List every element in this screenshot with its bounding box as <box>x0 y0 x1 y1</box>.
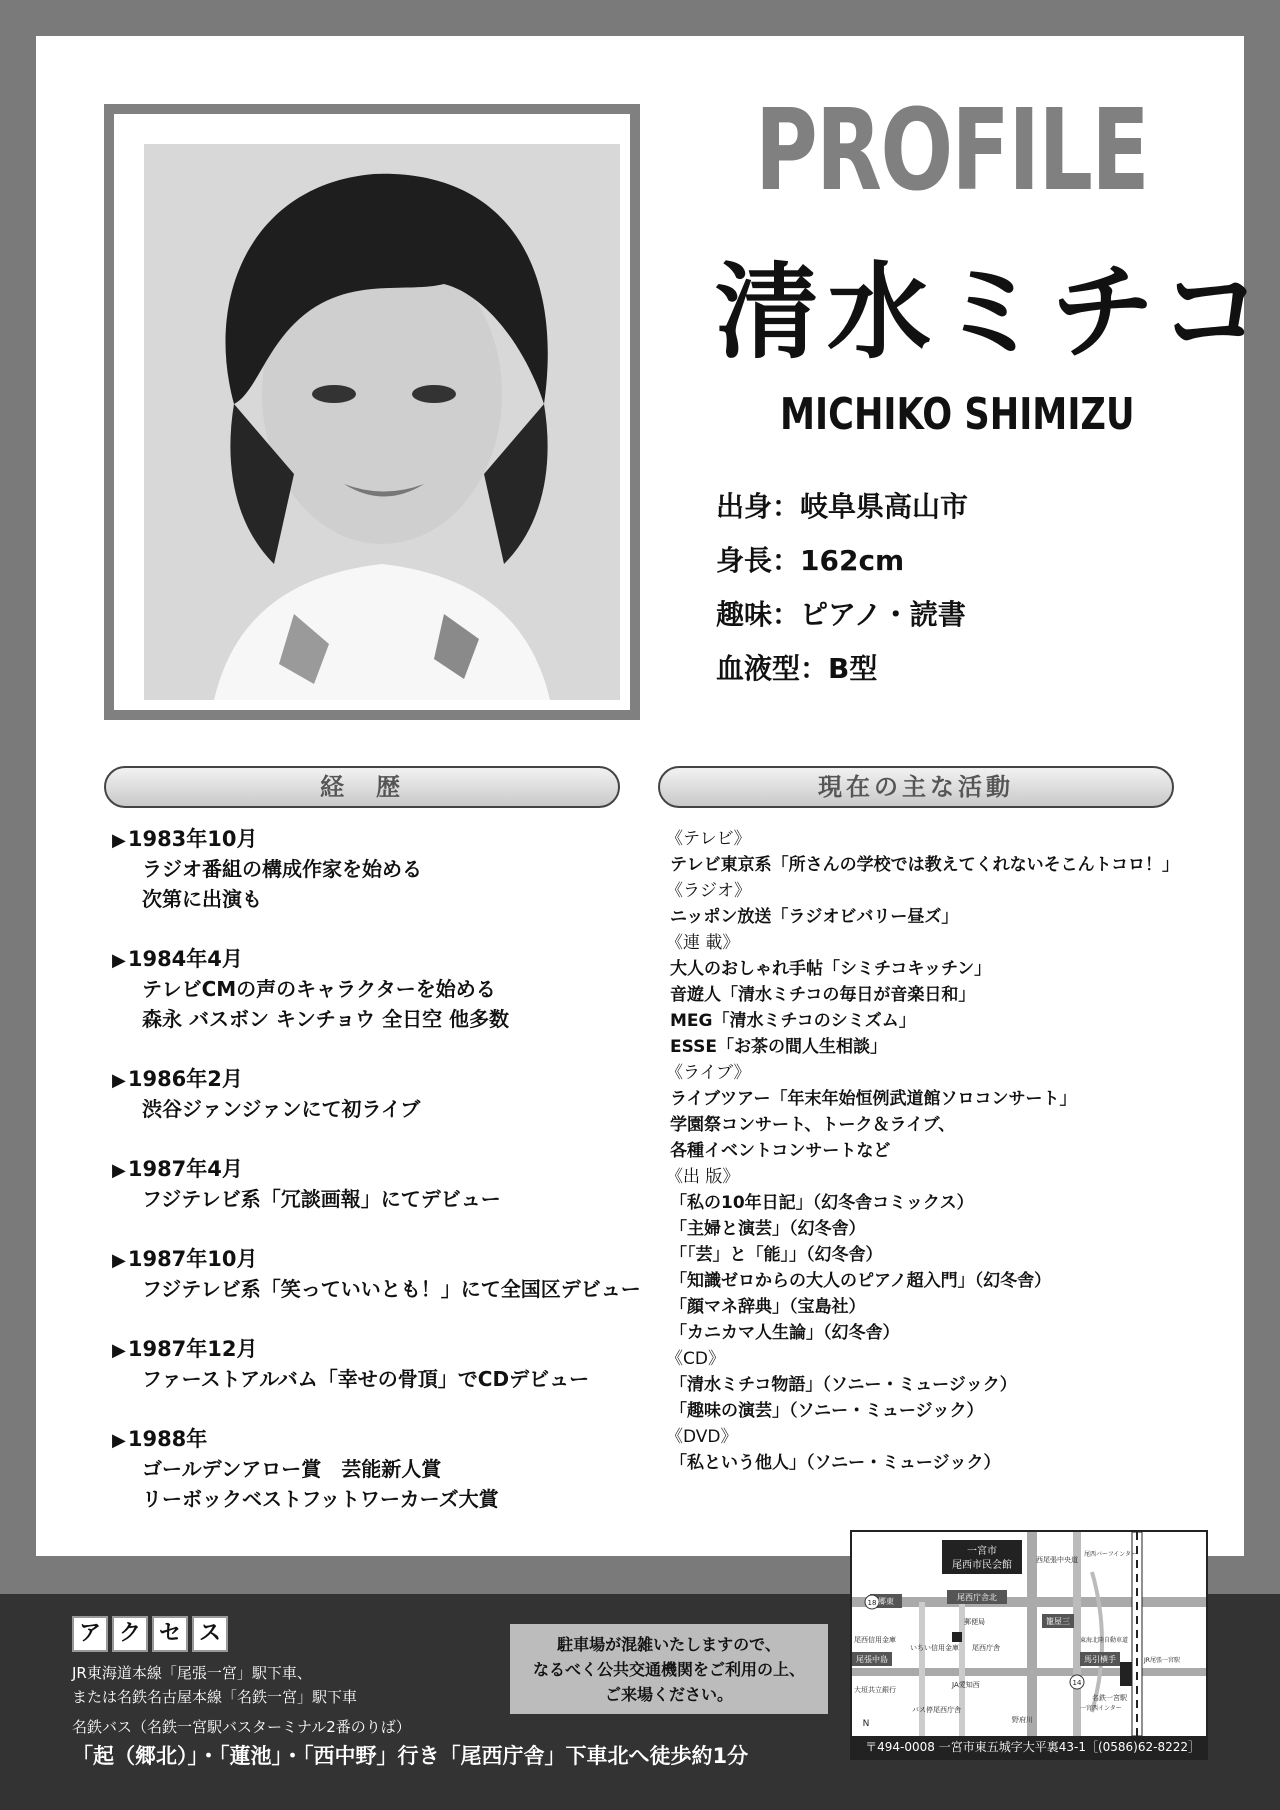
fact-height: 身長：162cm <box>716 544 905 577</box>
map-label: 郷東 <box>878 1597 894 1606</box>
career-line: 次第に出演も <box>142 887 262 911</box>
career-line: フジテレビ系「笑っていいとも！」にて全国区デビュー <box>142 1277 641 1301</box>
triangle-bullet-icon: ▶ <box>112 950 126 971</box>
career-list <box>112 824 652 1544</box>
access-bus-route: 「起（郷北）」・「蓮池」・「西中野」行き「尾西庁舎」下車北へ徒歩約1分 <box>72 1744 749 1768</box>
fact-blood-type: 血液型：B型 <box>716 652 878 685</box>
career-line: 渋谷ジァンジァンにて初ライブ <box>142 1097 421 1121</box>
career-item <box>112 1424 652 1514</box>
activity-line: 「趣味の演芸」（ソニー・ミュージック） <box>670 1401 984 1421</box>
map-label: 一宮西インター <box>1080 1705 1122 1712</box>
access-jr: JR東海道本線「尾張一宮」駅下車、 <box>72 1664 312 1682</box>
activity-line: ニッポン放送「ラジオビバリー昼ズ」 <box>670 907 959 927</box>
triangle-bullet-icon: ▶ <box>112 1430 126 1451</box>
map-label: 尾西バーフインター <box>1084 1551 1137 1558</box>
portrait-frame <box>104 104 640 720</box>
route-14-icon: 14 <box>1072 1679 1082 1687</box>
career-date: 1987年12月 <box>127 1337 258 1361</box>
activity-line: 「「芸」と「能」」（幻冬舎） <box>670 1245 883 1265</box>
activity-line: テレビ東京系「所さんの学校では教えてくれないそこんトコロ！」 <box>670 855 1179 875</box>
route-18-icon: 18 <box>867 1599 877 1607</box>
map-label: 尾張中島 <box>856 1655 888 1664</box>
activity-category-publishing: 《出 版》 <box>666 1167 740 1187</box>
profile-heading: PROFILE <box>755 86 1149 216</box>
map-label: いちい信用金庫 <box>910 1644 959 1652</box>
career-item <box>112 944 652 1034</box>
activity-category-cd: 《CD》 <box>666 1349 725 1369</box>
career-item <box>112 1154 652 1214</box>
activity-line: 学園祭コンサート、トーク＆ライブ、 <box>670 1115 956 1135</box>
map-venue-line2: 尾西市民会館 <box>952 1560 1012 1571</box>
career-date: 1983年10月 <box>127 827 258 851</box>
activity-line: 「顔マネ辞典」（宝島社） <box>670 1297 866 1317</box>
activity-category-serial: 《連 載》 <box>666 933 740 953</box>
activity-line: ESSE「お茶の間人生相談」 <box>670 1037 887 1057</box>
career-header: 経 歴 <box>104 766 620 808</box>
triangle-bullet-icon: ▶ <box>112 830 126 851</box>
activities-list <box>666 826 1226 1476</box>
activity-line: 「私の10年日記」（幻冬舎コミックス） <box>670 1193 974 1213</box>
name-japanese: 清水ミチコ <box>715 251 1271 373</box>
fact-birthplace: 出身：岐阜県高山市 <box>716 490 969 523</box>
activity-line: MEG「清水ミチコのシミズム」 <box>670 1011 916 1031</box>
activity-category-live: 《ライブ》 <box>666 1063 751 1083</box>
venue-address: 〒494-0008 一宮市東五城字大平裏43-1［(0586)62-8222］ <box>852 1736 1206 1758</box>
map-label: 郵便局 <box>964 1618 985 1626</box>
map-label: 尾西信用金庫 <box>854 1636 896 1644</box>
career-item <box>112 1244 652 1304</box>
portrait-photo <box>144 144 620 700</box>
map-label: 名鉄一宮駅 <box>1092 1694 1127 1702</box>
activity-line: 各種イベントコンサートなど <box>670 1141 891 1161</box>
career-item <box>112 1334 652 1394</box>
activity-line: 「知識ゼロからの大人のピアノ超入門」（幻冬舎） <box>670 1271 1052 1291</box>
access-meitetsu: または名鉄名古屋本線「名鉄一宮」駅下車 <box>72 1688 358 1706</box>
access-bus: 名鉄バス（名鉄一宮駅バスターミナル2番のりば） <box>72 1718 411 1736</box>
map-label: 尾西庁舎北 <box>957 1593 997 1602</box>
map-label: バス停尾西庁舎 <box>912 1706 961 1714</box>
map-label: JR尾張一宮駅 <box>1144 1657 1180 1664</box>
career-date: 1984年4月 <box>127 947 243 971</box>
map-label: 馬引横手 <box>1084 1655 1116 1664</box>
profile-facts <box>716 480 968 696</box>
map-venue-line1: 一宮市 <box>967 1546 997 1557</box>
activity-category-radio: 《ラジオ》 <box>666 881 751 901</box>
career-line: 森永 バスボン キンチョウ 全日空 他多数 <box>142 1007 510 1031</box>
activity-line: 「主婦と演芸」（幻冬舎） <box>670 1219 866 1239</box>
activity-line: 「カニカマ人生論」（幻冬舎） <box>670 1323 900 1343</box>
activity-line: ライブツアー「年末年始恒例武道館ソロコンサート」 <box>670 1089 1077 1109</box>
portrait-illustration <box>144 144 620 700</box>
activity-category-dvd: 《DVD》 <box>666 1427 738 1447</box>
career-line: ファーストアルバム「幸せの骨頂」でCDデビュー <box>142 1367 590 1391</box>
activity-line: 「清水ミチコ物語」（ソニー・ミュージック） <box>670 1375 1017 1395</box>
map-label: 尾西庁舎 <box>972 1644 1000 1652</box>
career-line: ゴールデンアロー賞 芸能新人賞 <box>142 1457 442 1481</box>
map-label: 東海北陸自動車道 <box>1080 1637 1129 1644</box>
map-label: 籠屋三 <box>1046 1617 1070 1626</box>
career-date: 1987年10月 <box>127 1247 258 1271</box>
map-label: 野府川 <box>1012 1716 1033 1724</box>
activity-line: 音遊人「清水ミチコの毎日が音楽日和」 <box>670 985 976 1005</box>
career-line: ラジオ番組の構成作家を始める <box>142 857 422 881</box>
career-line: リーボックベストフットワーカーズ大賞 <box>142 1487 499 1511</box>
parking-notice: 駐車場が混雑いたしますので、 なるべく公共交通機関をご利用の上、 ご来場ください。 <box>510 1624 828 1714</box>
map-label: 大垣共立銀行 <box>854 1686 896 1694</box>
career-date: 1986年2月 <box>127 1067 243 1091</box>
access-map <box>850 1530 1208 1760</box>
triangle-bullet-icon: ▶ <box>112 1070 126 1091</box>
map-drawing <box>852 1532 1206 1736</box>
career-date: 1987年4月 <box>127 1157 243 1181</box>
career-date: 1988年 <box>127 1427 208 1451</box>
career-line: テレビCMの声のキャラクターを始める <box>142 977 496 1001</box>
activity-line: 「私という他人」（ソニー・ミュージック） <box>670 1453 1001 1473</box>
map-label: JA愛知西 <box>952 1681 980 1689</box>
triangle-bullet-icon: ▶ <box>112 1340 126 1361</box>
fact-hobby: 趣味：ピアノ・読書 <box>716 598 966 631</box>
activities-header: 現在の主な活動 <box>658 766 1174 808</box>
activity-line: 大人のおしゃれ手帖「シミチコキッチン」 <box>670 959 992 979</box>
triangle-bullet-icon: ▶ <box>112 1250 126 1271</box>
compass-north-icon: N <box>862 1719 870 1729</box>
triangle-bullet-icon: ▶ <box>112 1160 126 1181</box>
access-title: ア ク セ ス <box>72 1616 228 1652</box>
career-item <box>112 824 652 914</box>
activity-category-tv: 《テレビ》 <box>666 829 751 849</box>
career-item <box>112 1064 652 1124</box>
career-line: フジテレビ系「冗談画報」にてデビュー <box>142 1187 501 1211</box>
map-label: 西尾張中央道 <box>1036 1556 1078 1564</box>
name-english: MICHIKO SHIMIZU <box>780 389 1135 440</box>
